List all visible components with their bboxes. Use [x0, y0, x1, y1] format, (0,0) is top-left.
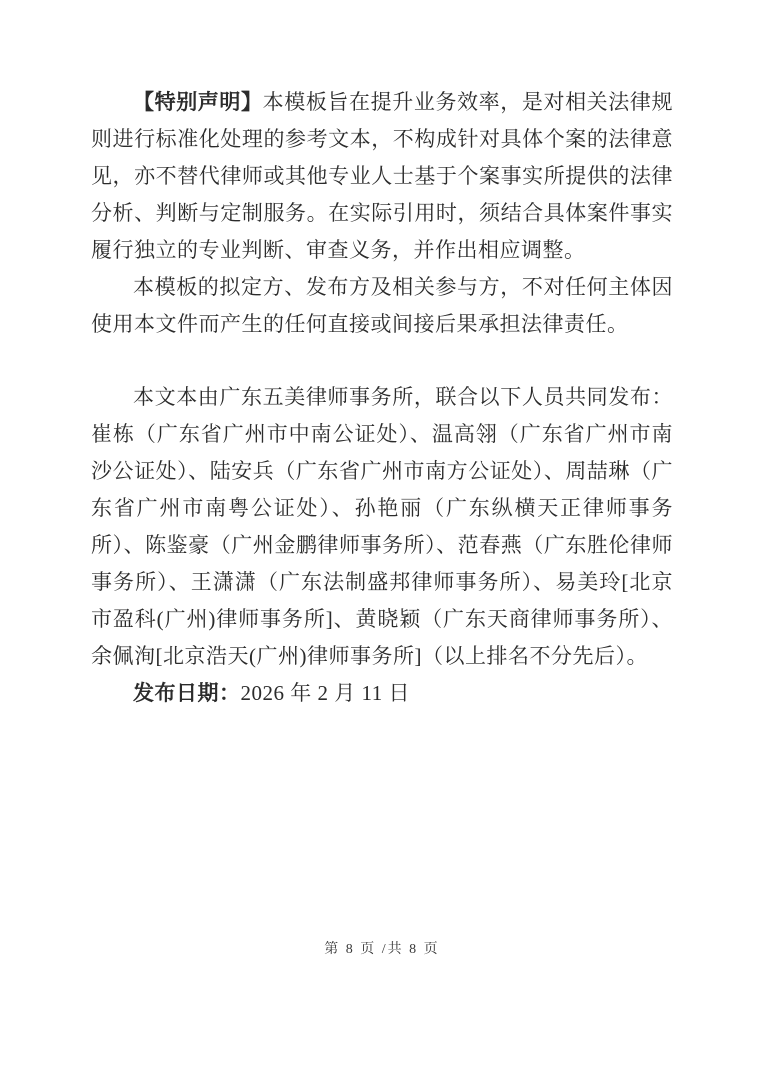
publish-date-value: 2026 年 2 月 11 日 — [240, 681, 410, 705]
disclaimer-paragraph — [91, 84, 673, 269]
disclaimer-heading: 【特别声明】 — [133, 90, 263, 114]
liability-paragraph: 本模板的拟定方、发布方及相关参与方，不对任何主体因使用本文件而产生的任何直接或间接后果承担法律责任。 — [91, 275, 673, 336]
publishers-paragraph: 本文本由广东五美律师事务所，联合以下人员共同发布：崔栋（广东省广州市中南公证处）、温高翎（广东省广州市南沙公证处）、陆安兵（广东省广州市南方公证处）、周喆琳（广东省广州市南粤公证处）、孙艳丽（广东纵横天正律师事务所）、陈鉴豪（广州金鹏律师事务所）、范春燕（广东胜伦律师事务所）、王潇潇（广东法制盛邦律师事务所）、易美玲[北京市盈科(广州)律师事务所]、黄晓颖（广东天商律师事务所）、余佩洵[北京浩天(广州)律师事务所]（以上排名不分先后）。 — [91, 385, 673, 668]
disclaimer-text: 本模板旨在提升业务效率，是对相关法律规则进行标准化处理的参考文本，不构成针对具体个案的法律意见，亦不替代律师或其他专业人士基于个案事实所提供的法律分析、判断与定制服务。在实际引用时，须结合具体案件事实履行独立的专业判断、审查义务，并作出相应调整。 — [91, 90, 673, 262]
page-number-footer: 第 8 页 /共 8 页 — [324, 942, 440, 957]
publish-date-line — [91, 675, 673, 712]
publish-date-label: 发布日期： — [133, 681, 241, 705]
document-content — [91, 84, 673, 712]
